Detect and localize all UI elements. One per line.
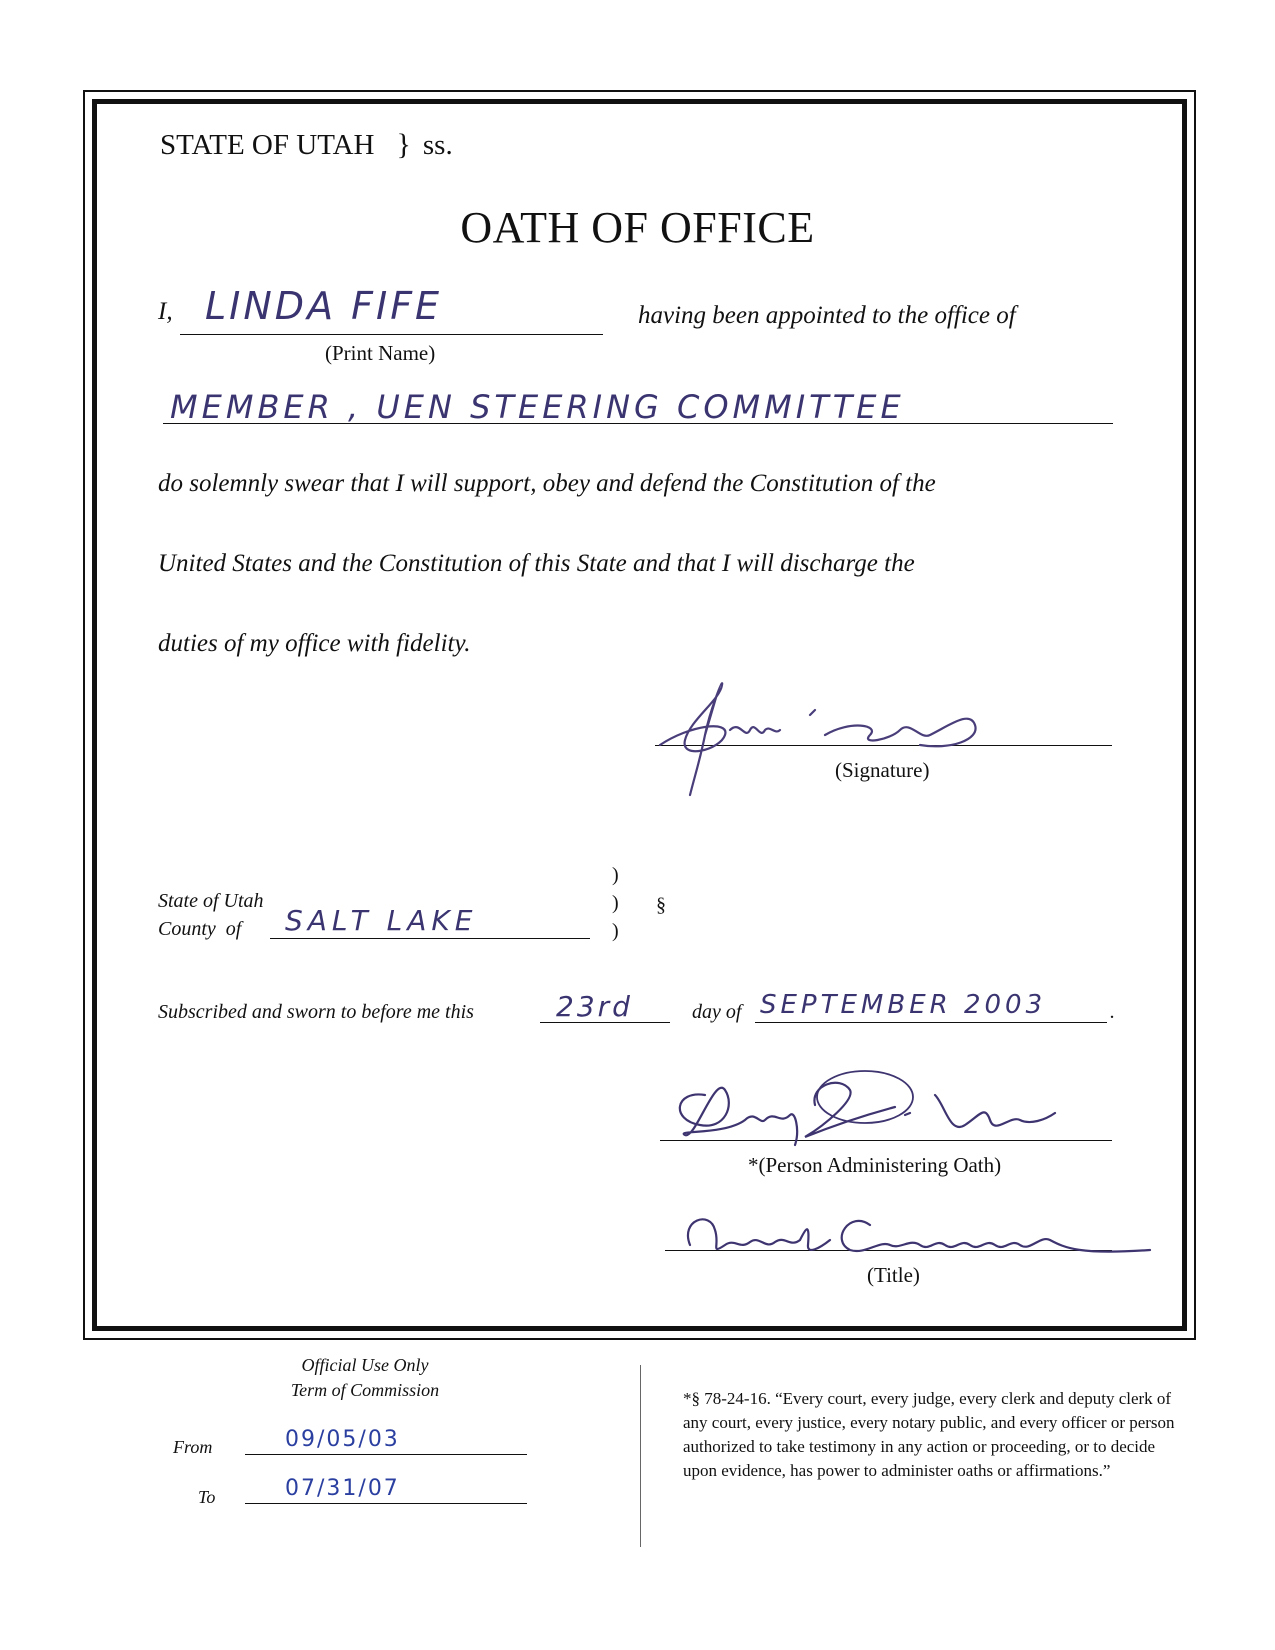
county-of: of [225,918,242,940]
month-year-line [755,1022,1107,1023]
from-line [245,1454,527,1455]
body-line-3: duties of my office with fidelity. [158,630,471,657]
footnote: *§ 78-24-16. “Every court, every judge, every clerk and deputy clerk of any court, every justice, every notary public, and every officer or person authorized to take testimony in any action or proceeding, or to decide upon evidence, has power to administer oaths or affirmations.” [683,1389,1175,1480]
day-value: 23rd [556,990,633,1023]
to-label: To [198,1487,216,1507]
venue-state-label: State of Utah [158,890,264,912]
day-of-label: day of [692,1001,742,1023]
administrator-caption: *(Person Administering Oath) [748,1153,1002,1177]
print-name-caption: (Print Name) [325,341,436,365]
ss-label: ss. [422,129,453,161]
paren-2: ) [612,892,619,914]
paren-3: ) [612,920,619,942]
state-header [160,128,453,162]
venue-county-label [158,918,241,941]
page-title: OATH OF OFFICE [460,203,815,252]
signature-caption: (Signature) [835,758,930,782]
appointed-text: having been appointed to the office of [638,302,1016,329]
office-value: MEMBER , UEN STEERING COMMITTEE [170,388,905,426]
title-caption: (Title) [867,1263,920,1287]
body-line-2: United States and the Constitution of this State and that I will discharge the [158,550,915,577]
county-value: SALT LAKE [285,904,478,937]
month-year-value: SEPTEMBER 2003 [760,990,1047,1020]
oath-prefix: I, [158,298,173,325]
from-value: 09/05/03 [285,1427,400,1452]
section-divider [640,1365,641,1547]
official-use-heading: Official Use Only [301,1355,429,1375]
to-value: 07/31/07 [285,1476,400,1501]
paren-1: ) [612,864,619,886]
name-line [180,334,603,335]
county-line [270,938,590,939]
administrator-title-handwritten [680,1200,1160,1270]
state-label: STATE OF UTAH [160,129,375,161]
from-label: From [173,1437,213,1457]
subscribed-period: . [1110,1001,1115,1023]
print-name-value: LINDA FIFE [205,284,443,328]
county-word: County [158,918,216,940]
subscribed-prefix: Subscribed and sworn to before me this [158,1001,474,1023]
to-line [245,1503,527,1504]
section-symbol: § [656,894,666,916]
brace: } [396,128,411,161]
term-of-commission-heading: Term of Commission [290,1380,440,1400]
body-line-1: do solemnly swear that I will support, obey and defend the Constitution of the [158,470,936,497]
administrator-signature [665,1065,1065,1155]
